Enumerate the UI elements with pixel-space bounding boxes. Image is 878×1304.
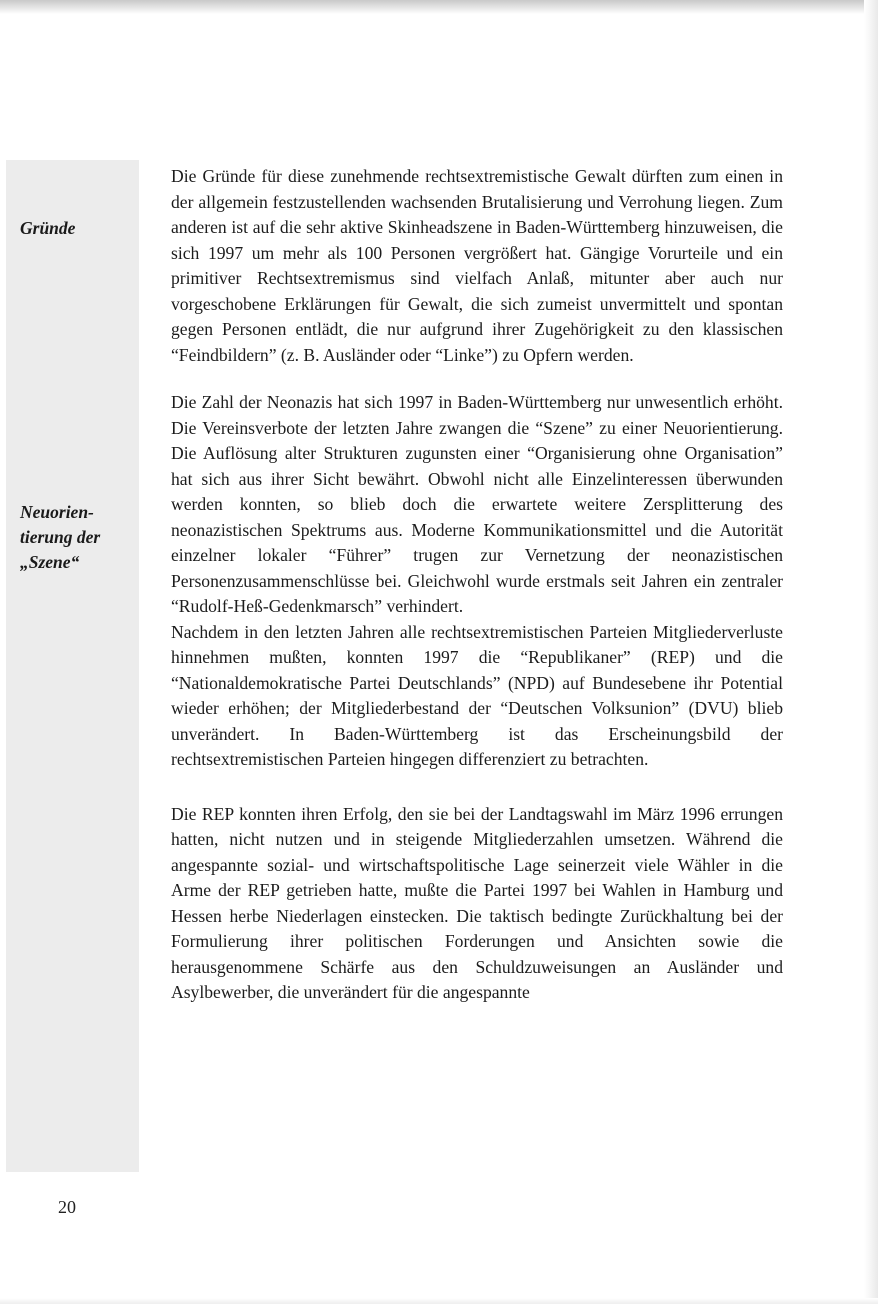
paragraph-gruende: Die Gründe für diese zunehmende rechtsextremistische Gewalt dürften zum einen in der allgemein festzustellenden wachsenden Brutalisierung und Verrohung liegen. Zum anderen ist auf die sehr aktive Skinheadszene in Baden-Württemberg hinzuweisen, die sich 1997 um mehr als 100 Personen vergrößert hat. Gängige Vorurteile und ein primitiver Rechtsextremismus sind vielfach Anlaß, mitunter aber auch nur vorgeschobene Erklärungen für Gewalt, die sich zumeist unvermittelt und spontan gegen Personen entlädt, die nur aufgrund ihrer Zugehörigkeit zu den klassischen “Feindbildern” (z. B. Ausländer oder “Linke”) zu Opfern werden.	[171, 166, 783, 365]
margin-heading-gruende: Gründe	[20, 218, 76, 238]
margin-heading-neuorientierung: Neuorien- tierung der „Szene“	[20, 502, 101, 572]
body-text	[171, 164, 783, 1006]
paragraph-rep: Die REP konnten ihren Erfolg, den sie bei der Landtagswahl im März 1996 errungen hatten, nicht nutzen und in steigende Mitgliederzahlen umsetzen. Während die angespannte sozial- und wirtschaftspolitische Lage seinerzeit viele Wähler in die Arme der REP getrieben hatte, mußte die Partei 1997 bei Wahlen in Hamburg und Hessen herbe Niederlagen einstecken. Die taktisch bedingte Zurückhaltung bei der Formulierung ihrer politischen Forderungen und Ansichten sowie die herausgenommene Schärfe aus den Schuldzuweisungen an Ausländer und Asylbewerber, die unverändert für die angespannte	[171, 803, 783, 1002]
paragraph-neonazis: Die Zahl der Neonazis hat sich 1997 in Baden-Württemberg nur unwesentlich erhöht. Die Vereinsverbote der letzten Jahre zwangen die “Szene” zu einer Neuorientierung. Die Auflösung alter Strukturen zugunsten einer “Organisierung ohne Organisation” hat sich aus ihrer Sicht bewährt. Obwohl nicht alle Einzelinteressen überwunden werden konnten, so blieb doch die erwartete weitere Zersplitterung des neonazistischen Spektrums aus. Moderne Kommunikationsmittel und die Autorität einzelner lokaler “Führer” trugen zur Vernetzung der neonazistischen Personenzusammenschlüsse bei. Gleichwohl wurde erstmals seit Jahren ein zentraler “Rudolf-Heß-Gedenkmarsch” verhindert.	[171, 392, 783, 616]
scan-shadow-right	[864, 0, 878, 1304]
margin-note-column	[6, 160, 139, 1172]
scan-shadow-top	[0, 0, 878, 14]
page-number: 20	[58, 1197, 76, 1217]
scan-shadow-bottom	[0, 1298, 878, 1304]
paragraph-parteien: Nachdem in den letzten Jahren alle rechtsextremistischen Parteien Mitgliederverluste hinnehmen mußten, konnten 1997 die “Republikaner” (REP) und die “Nationaldemokratische Partei Deutschlands” (NPD) auf Bundesebene ihr Potential wieder erhöhen; der Mitgliederbestand der “Deutschen Volksunion” (DVU) blieb unverändert. In Baden-Württemberg ist das Erscheinungsbild der rechtsextremistischen Parteien hingegen differenziert zu betrachten.	[171, 621, 783, 769]
